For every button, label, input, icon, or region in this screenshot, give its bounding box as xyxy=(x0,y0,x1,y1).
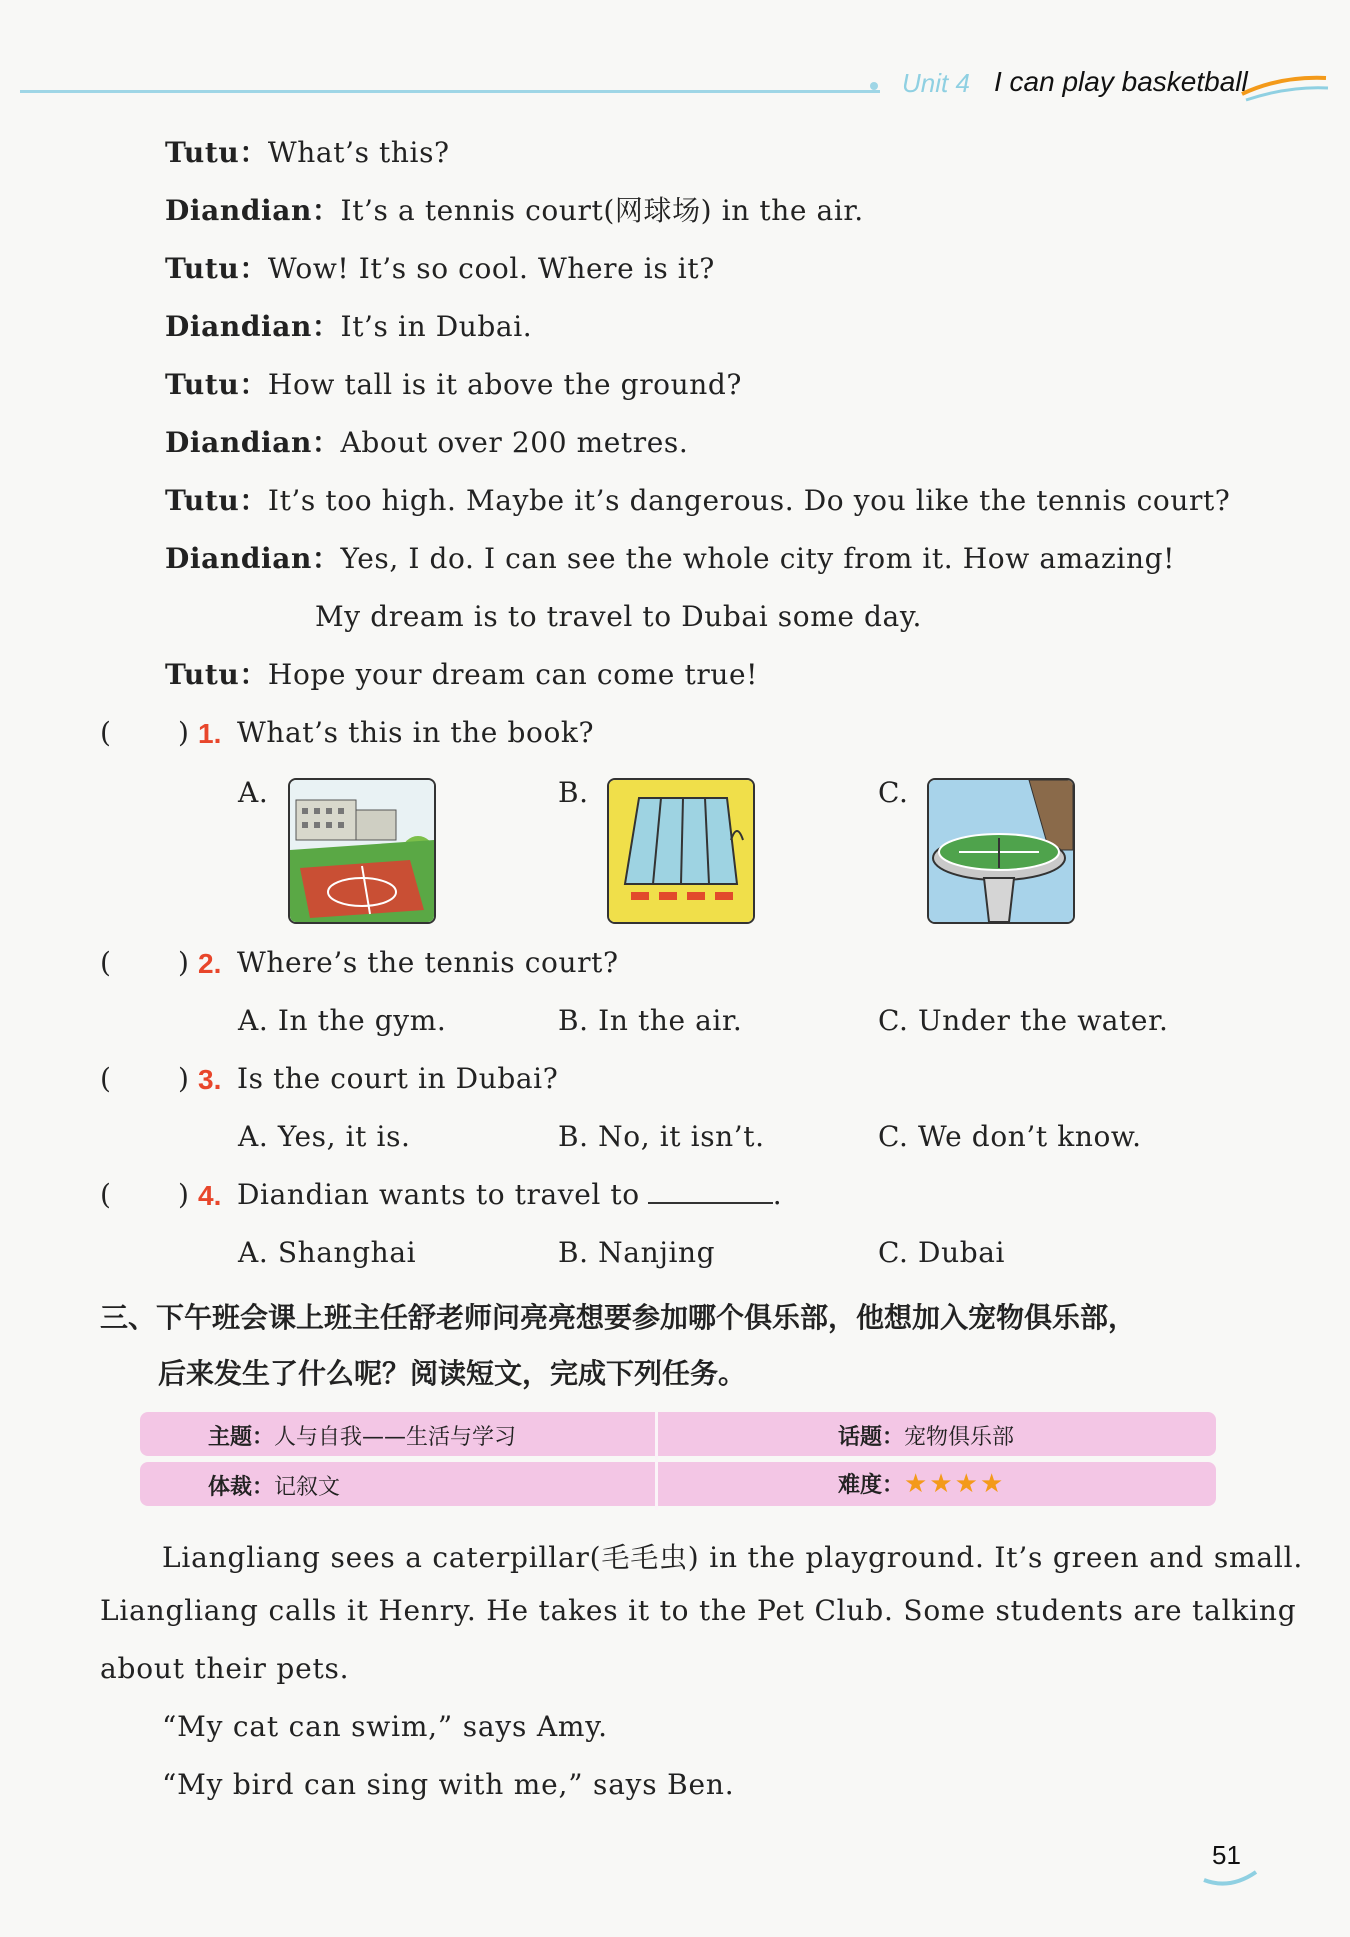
swoosh-decoration-icon xyxy=(1240,72,1330,102)
difficulty-label: 难度： xyxy=(838,1473,905,1498)
question-text-with-blank xyxy=(237,1178,782,1211)
topic-value: 宠物俱乐部 xyxy=(904,1425,1015,1450)
passage-line: “My bird can sing with me,” says Ben. xyxy=(162,1768,735,1801)
question-text: Diandian wants to travel to xyxy=(237,1178,640,1211)
option-a[interactable]: A. Yes, it is. xyxy=(238,1120,411,1153)
unit-label: Unit 4 xyxy=(902,68,970,98)
section-3-heading-cont: 后来发生了什么呢？阅读短文，完成下列任务。 xyxy=(158,1357,747,1390)
theme-label: 主题： xyxy=(208,1425,275,1450)
answer-paren-open: ( xyxy=(100,946,111,979)
answer-paren-open: ( xyxy=(100,1062,111,1095)
unit-title: I can play basketball xyxy=(994,66,1248,97)
question-text: Is the court in Dubai? xyxy=(237,1062,559,1095)
header-dot xyxy=(870,82,878,90)
page-number: 51 xyxy=(1212,1840,1241,1870)
line-text: How tall is it above the ground? xyxy=(267,368,743,401)
line-text: It’s a tennis court(网球场) in the air. xyxy=(340,194,864,227)
option-a-label: A. xyxy=(238,776,269,809)
playground-picture[interactable] xyxy=(288,778,436,924)
option-b[interactable]: B. No, it isn’t. xyxy=(558,1120,765,1153)
dialogue-line xyxy=(165,426,688,460)
dialogue-line xyxy=(165,542,1175,576)
tennis-court-in-air-picture[interactable] xyxy=(927,778,1075,924)
speaker: Tutu： xyxy=(165,658,268,691)
line-text: My dream is to travel to Dubai some day. xyxy=(315,600,923,633)
option-b[interactable]: B. Nanjing xyxy=(558,1236,716,1269)
line-text: About over 200 metres. xyxy=(340,426,689,459)
passage-line: Liangliang calls it Henry. He takes it to the Pet Club. Some students are talking xyxy=(100,1594,1297,1627)
dialogue-line xyxy=(165,136,450,170)
theme-info xyxy=(208,1420,516,1451)
difficulty-stars-icon: ★★★★ xyxy=(904,1469,1006,1499)
answer-paren-close: ) xyxy=(178,1062,189,1095)
speaker: Diandian： xyxy=(165,310,341,343)
line-text: What’s this? xyxy=(267,136,450,169)
dialogue-line xyxy=(165,658,758,692)
question-number: 1. xyxy=(198,718,222,749)
speaker: Diandian： xyxy=(165,542,341,575)
speaker: Tutu： xyxy=(165,368,268,401)
speaker: Tutu： xyxy=(165,252,268,285)
question-text: What’s this in the book? xyxy=(237,716,595,749)
question-text: Where’s the tennis court? xyxy=(237,946,619,979)
speaker: Diandian： xyxy=(165,194,341,227)
theme-value: 人与自我——生活与学习 xyxy=(274,1425,517,1450)
dialogue-line xyxy=(165,484,1230,518)
question-number: 3. xyxy=(198,1064,222,1095)
line-text: Hope your dream can come true! xyxy=(267,658,758,691)
topic-label: 话题： xyxy=(838,1425,905,1450)
topic-info xyxy=(838,1420,1014,1451)
genre-value: 记叙文 xyxy=(274,1475,341,1500)
option-c[interactable]: C. Under the water. xyxy=(878,1004,1169,1037)
dialogue-line xyxy=(165,310,532,344)
header-rule xyxy=(20,90,880,93)
swimming-pool-picture[interactable] xyxy=(607,778,755,924)
passage-line: “My cat can swim,” says Amy. xyxy=(162,1710,608,1743)
answer-paren-open: ( xyxy=(100,1178,111,1211)
speaker: Tutu： xyxy=(165,136,268,169)
option-a[interactable]: A. In the gym. xyxy=(238,1004,447,1037)
passage-line: Liangliang sees a caterpillar(毛毛虫) in the playground. It’s green and small. xyxy=(162,1541,1304,1574)
passage-line: about their pets. xyxy=(100,1652,350,1685)
answer-paren-close: ) xyxy=(178,1178,189,1211)
option-c[interactable]: C. Dubai xyxy=(878,1236,1006,1269)
option-b[interactable]: B. In the air. xyxy=(558,1004,743,1037)
question-number: 4. xyxy=(198,1180,222,1211)
option-b-label: B. xyxy=(558,776,589,809)
answer-paren-close: ) xyxy=(178,946,189,979)
line-text: It’s too high. Maybe it’s dangerous. Do you like the tennis court? xyxy=(267,484,1231,517)
option-c-label: C. xyxy=(878,776,909,809)
genre-label: 体裁： xyxy=(208,1475,275,1500)
genre-info xyxy=(208,1470,340,1501)
line-text: Wow! It’s so cool. Where is it? xyxy=(267,252,715,285)
difficulty-info xyxy=(838,1468,1005,1499)
question-text-end: . xyxy=(772,1178,783,1211)
option-c[interactable]: C. We don’t know. xyxy=(878,1120,1142,1153)
dialogue-line xyxy=(315,600,922,634)
dialogue-line xyxy=(165,252,715,286)
section-3-heading: 三、下午班会课上班主任舒老师问亮亮想要参加哪个俱乐部，他想加入宠物俱乐部， xyxy=(100,1301,1137,1334)
line-text: Yes, I do. I can see the whole city from it. How amazing! xyxy=(340,542,1175,575)
fill-in-blank[interactable] xyxy=(648,1178,773,1204)
page-swoosh-icon xyxy=(1200,1868,1260,1888)
speaker: Tutu： xyxy=(165,484,268,517)
speaker: Diandian： xyxy=(165,426,341,459)
answer-paren-close: ) xyxy=(178,716,189,749)
dialogue-line xyxy=(165,368,742,402)
option-a[interactable]: A. Shanghai xyxy=(238,1236,417,1269)
line-text: It’s in Dubai. xyxy=(340,310,533,343)
reading-info-box xyxy=(140,1412,1216,1510)
answer-paren-open: ( xyxy=(100,716,111,749)
question-number: 2. xyxy=(198,948,222,979)
info-divider xyxy=(655,1412,658,1510)
dialogue-line xyxy=(165,194,864,228)
